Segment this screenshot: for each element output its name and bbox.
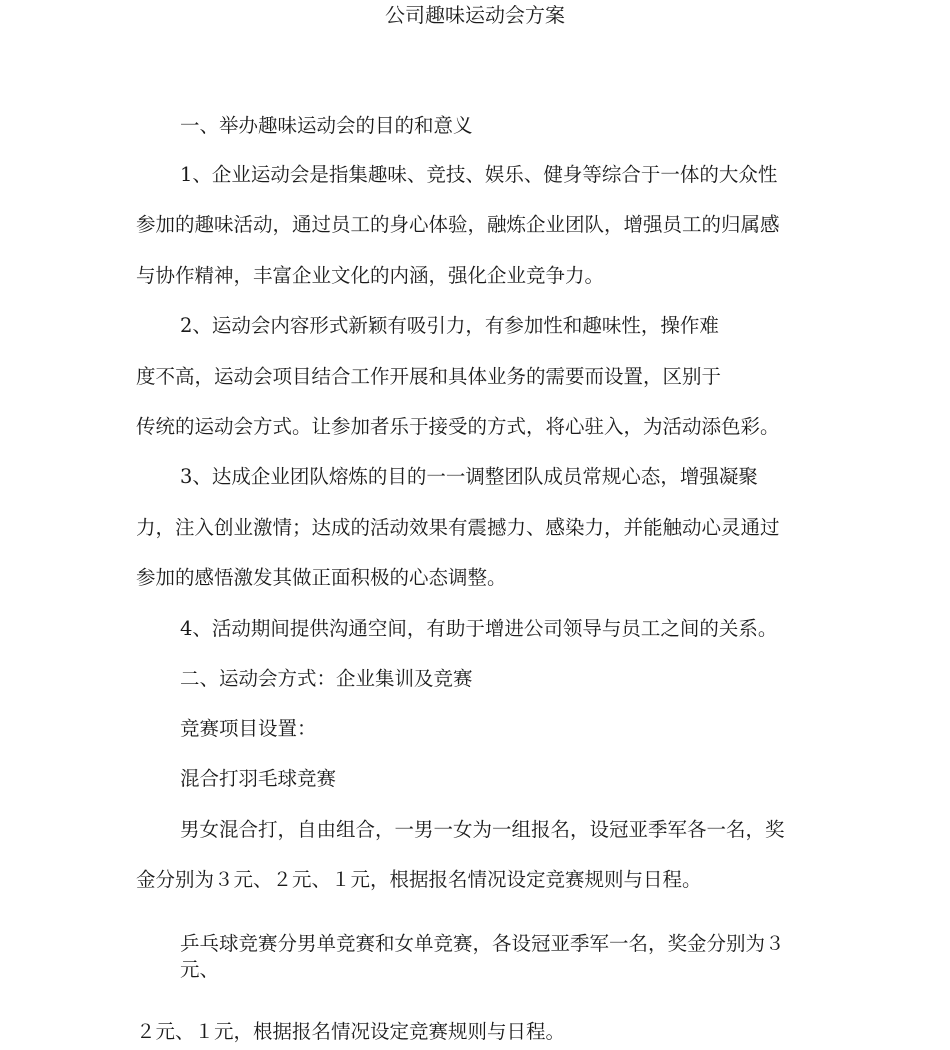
paragraph-line: 金分别为３元、２元、１元，根据报名情况设定竞赛规则与日程。 xyxy=(136,868,702,891)
event-title-badminton: 混合打羽毛球竞赛 xyxy=(180,767,337,790)
paragraph-line: 男女混合打，自由组合，一男一女为一组报名，设冠亚季军各一名，奖 xyxy=(180,818,785,841)
section-heading-format: 二、运动会方式：企业集训及竞赛 xyxy=(180,667,473,690)
paragraph-line: 2、运动会内容形式新颖有吸引力，有参加性和趣味性，操作难 xyxy=(180,314,719,337)
document-title: 公司趣味运动会方案 xyxy=(385,3,565,27)
paragraph-line: 力，注入创业激情；达成的活动效果有震撼力、感染力，并能触动心灵通过 xyxy=(136,516,780,539)
paragraph-line: 参加的感悟激发其做正面积极的心态调整。 xyxy=(136,566,507,589)
paragraph-line: 参加的趣味活动，通过员工的身心体验，融炼企业团队，增强员工的归属感 xyxy=(136,213,780,236)
paragraph-line: ２元、１元，根据报名情况设定竞赛规则与日程。 xyxy=(136,1020,566,1043)
paragraph-line: 与协作精神，丰富企业文化的内涵，强化企业竞争力。 xyxy=(136,264,605,287)
paragraph-line: 4、活动期间提供沟通空间，有助于增进公司领导与员工之间的关系。 xyxy=(180,617,778,640)
paragraph-line: 1、企业运动会是指集趣味、竞技、娱乐、健身等综合于一体的大众性 xyxy=(180,163,778,186)
paragraph-line: 乒乓球竞赛分男单竞赛和女单竞赛，各设冠亚季军一名，奖金分别为３ xyxy=(180,932,785,955)
paragraph-line: 元、 xyxy=(180,958,220,981)
paragraph-line: 传统的运动会方式。让参加者乐于接受的方式，将心驻入，为活动添色彩。 xyxy=(136,415,780,438)
paragraph-line: 度不高，运动会项目结合工作开展和具体业务的需要而设置，区别于 xyxy=(136,365,722,388)
subheading-events: 竞赛项目设置： xyxy=(180,717,317,740)
paragraph-line: 3、达成企业团队熔炼的目的一一调整团队成员常规心态，增强凝聚 xyxy=(180,465,758,488)
section-heading-purpose: 一、举办趣味运动会的目的和意义 xyxy=(180,114,473,137)
